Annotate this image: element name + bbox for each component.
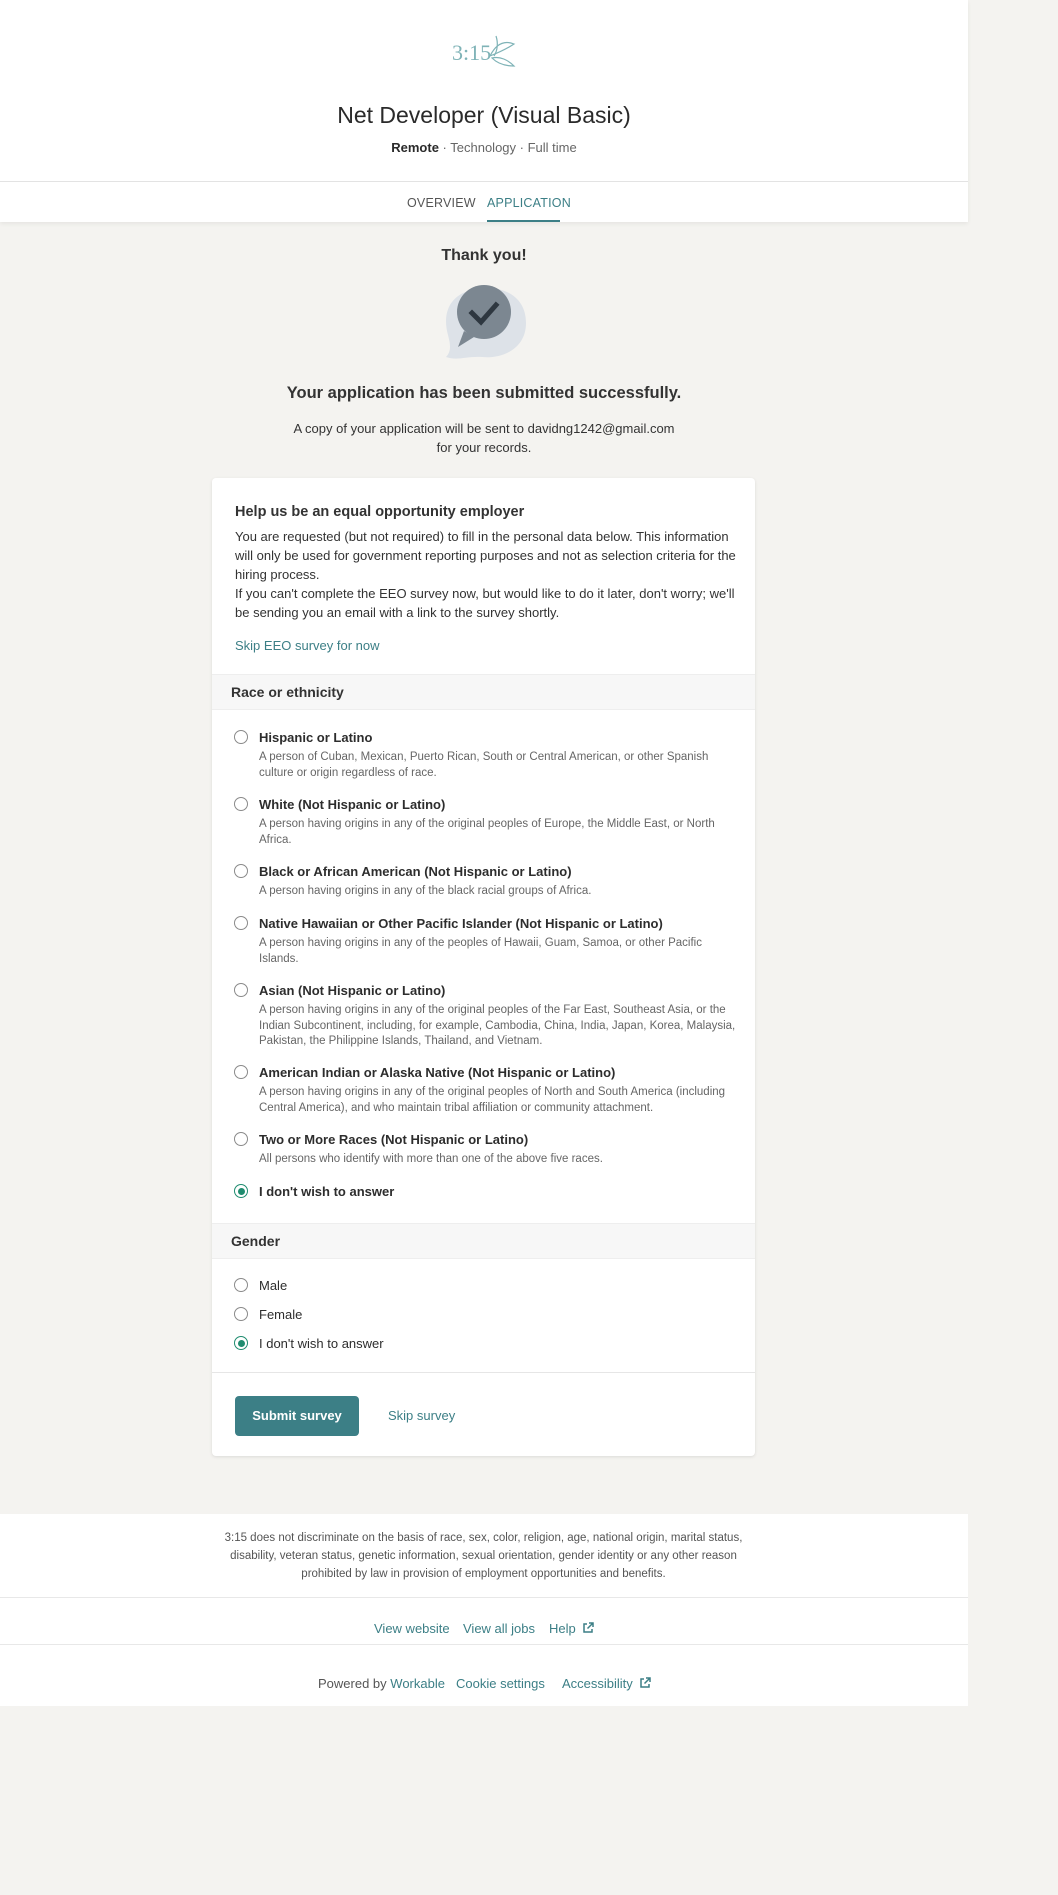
help-link[interactable] <box>549 1621 594 1636</box>
race-option-label: I don't wish to answer <box>259 1184 395 1199</box>
race-option-label: Hispanic or Latino <box>259 730 373 745</box>
powered-by <box>318 1676 445 1691</box>
footer-divider <box>0 1597 968 1598</box>
eeo-description-p1: You are requested (but not required) to fill in the personal data below. This information will only be used for government reporting purposes and not as selection criteria for the hiring process. <box>235 529 736 582</box>
eeo-survey-card <box>212 478 755 1456</box>
race-option-description: A person of Cuban, Mexican, Puerto Rican, South or Central American, or other Spanish culture or origin regardless of race. <box>259 751 709 779</box>
radio-button[interactable] <box>234 730 248 744</box>
gender-section-header <box>212 1223 755 1259</box>
gender-section-title: Gender <box>231 1233 281 1249</box>
radio-button[interactable] <box>234 1278 248 1292</box>
footer-divider <box>0 1644 968 1645</box>
external-link-icon <box>582 1622 594 1634</box>
race-option-label: Asian (Not Hispanic or Latino) <box>259 983 446 998</box>
race-option-description: A person having origins in any of the black racial groups of Africa. <box>259 885 592 897</box>
skip-survey-link[interactable]: Skip survey <box>388 1408 456 1423</box>
tab-overview[interactable]: OVERVIEW <box>407 196 476 210</box>
copy-notice <box>280 419 688 457</box>
check-bubble-icon <box>438 283 530 363</box>
race-option-description: All persons who identify with more than one of the above five races. <box>259 1153 603 1165</box>
radio-button[interactable] <box>234 1132 248 1146</box>
gender-option-label: Male <box>259 1278 288 1293</box>
radio-button[interactable] <box>234 983 248 997</box>
logo-text: 3:15 <box>452 40 492 65</box>
radio-button-checked[interactable] <box>234 1336 248 1350</box>
meta-separator: · <box>516 140 528 155</box>
race-option-label: Two or More Races (Not Hispanic or Latino) <box>259 1132 529 1147</box>
radio-button[interactable] <box>234 1307 248 1321</box>
race-option-label: Native Hawaiian or Other Pacific Islander (Not Hispanic or Latino) <box>259 916 663 931</box>
non-discrimination-notice: 3:15 does not discriminate on the basis of race, sex, color, religion, age, national origin, marital status, disability, veteran status, genetic information, sexual orientation, gender identity or any other reason prohibited by law in provision of employment opportunities and benefits. <box>224 1532 743 1580</box>
job-meta <box>0 140 968 155</box>
accessibility-link[interactable] <box>562 1676 651 1691</box>
race-section-header <box>212 674 755 710</box>
gender-option-label: I don't wish to answer <box>259 1336 384 1351</box>
view-all-jobs-link[interactable]: View all jobs <box>463 1621 536 1636</box>
external-link-icon <box>639 1677 651 1689</box>
active-tab-indicator <box>487 220 560 222</box>
race-option-label: White (Not Hispanic or Latino) <box>259 797 446 812</box>
eeo-description <box>235 527 740 622</box>
meta-separator: · <box>438 140 451 155</box>
copy-notice-line1: A copy of your application will be sent to davidng1242@gmail.com <box>293 421 675 436</box>
view-website-link[interactable]: View website <box>374 1621 450 1636</box>
race-option-description: A person having origins in any of the original peoples of Europe, the Middle East, or North Africa. <box>259 818 715 846</box>
job-department: Technology <box>450 140 517 155</box>
cookie-settings-link[interactable]: Cookie settings <box>456 1676 545 1691</box>
tab-application[interactable]: APPLICATION <box>487 196 571 210</box>
success-headline: Your application has been submitted successfully. <box>286 384 682 402</box>
radio-button[interactable] <box>234 797 248 811</box>
job-title: Net Developer (Visual Basic) <box>337 102 631 128</box>
card-divider <box>212 1372 755 1373</box>
page-footer <box>0 1514 968 1706</box>
race-option-label: American Indian or Alaska Native (Not Hispanic or Latino) <box>259 1065 616 1080</box>
submit-survey-button[interactable]: Submit survey <box>235 1396 359 1436</box>
eeo-description-p2: If you can't complete the EEO survey now, but would like to do it later, don't worry; we'll be sending you an email with a link to the survey shortly. <box>235 586 735 620</box>
company-logo <box>452 30 518 74</box>
race-option-label: Black or African American (Not Hispanic or Latino) <box>259 864 572 879</box>
race-section-title: Race or ethnicity <box>231 684 344 700</box>
workable-link[interactable]: Workable <box>390 1676 445 1691</box>
skip-eeo-link[interactable]: Skip EEO survey for now <box>235 638 380 653</box>
tabs-divider <box>0 181 968 182</box>
radio-button[interactable] <box>234 916 248 930</box>
accessibility-link-label: Accessibility <box>562 1676 633 1691</box>
thank-you-heading: Thank you! <box>441 247 527 264</box>
radio-button[interactable] <box>234 864 248 878</box>
gender-option-label: Female <box>259 1307 303 1322</box>
powered-by-prefix: Powered by <box>318 1676 387 1691</box>
radio-button[interactable] <box>234 1065 248 1079</box>
help-link-label: Help <box>549 1621 576 1636</box>
job-location: Remote <box>391 140 439 155</box>
eeo-title: Help us be an equal opportunity employer <box>235 504 525 520</box>
job-employment-type: Full time <box>527 140 577 155</box>
page-header <box>0 0 968 222</box>
race-option-description: A person having origins in any of the original peoples of North and South America (including Central America), and who maintain tribal affiliation or community attachment. <box>259 1086 726 1114</box>
copy-notice-line2: for your records. <box>436 440 532 455</box>
race-option-description: A person having origins in any of the original peoples of the Far East, Southeast Asia, or the Indian Subcontinent, including, for example, Cambodia, China, India, Japan, Korea, Malaysia, Pakistan, the Philippine Islands, Thailand, and Vietnam. <box>259 1004 736 1047</box>
radio-button-checked[interactable] <box>234 1184 248 1198</box>
race-option-description: A person having origins in any of the peoples of Hawaii, Guam, Samoa, or other Pacific Islands. <box>259 937 702 965</box>
